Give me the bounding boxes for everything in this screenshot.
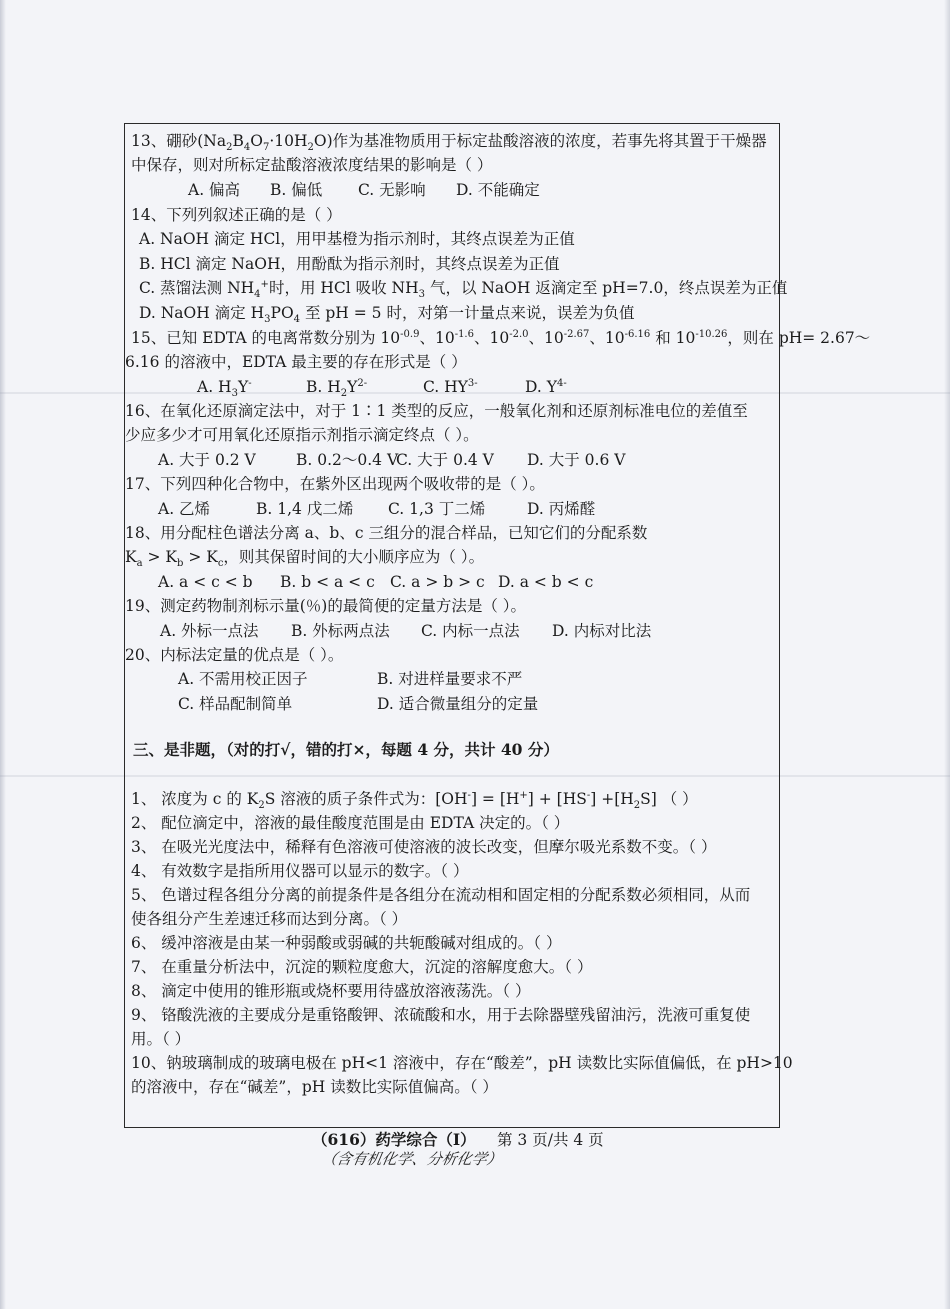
q13-line2: 中保存，则对所标定盐酸溶液浓度结果的影响是（ ） [131,156,493,174]
q18-option-a: A. a < c < b [158,573,253,591]
q20-option-d: D. 适合微量组分的定量 [377,695,539,713]
q20-option-b: B. 对进样量要求不严 [377,670,523,688]
tf-item-5-line2: 使各组分产生差速迁移而达到分离。（ ） [131,910,408,928]
q15-option-d: D. $Y^{4-}$ [525,377,567,396]
q16-line2: 少应多少才可用氧化还原指示剂指示滴定终点（ ）。 [125,426,479,444]
q18-option-b: B. b < a < c [280,573,375,591]
q17-option-c: C. 1,3 丁二烯 [388,500,486,518]
q20-option-c: C. 样品配制简单 [178,695,293,713]
tf-item-10-line2: 的溶液中，存在“碱差”，pH 读数比实际值偏高。（ ） [131,1078,498,1096]
q15-option-b: B. $H_2Y^{2-}$ [306,377,368,400]
tf-item-9-line1: 9、 铬酸洗液的主要成分是重铬酸钾、浓硫酸和水，用于去除器壁残留油污，洗液可重复使 [131,1006,751,1024]
q16-option-b: B. 0.2～0.4 V [296,451,399,469]
q18-option-d: D. a < b < c [498,573,594,591]
q13-option-a: A. 偏高 [188,181,241,199]
q19-option-b: B. 外标两点法 [291,622,390,640]
q17-stem: 17、下列四种化合物中，在紫外区出现两个吸收带的是（ ）。 [125,475,545,493]
q18-line2: $K_a > K_b > K_c$，则其保留时间的大小顺序应为（ ）。 [125,548,485,570]
q18-line1: 18、用分配柱色谱法分离 a、b、c 三组分的混合样品，已知它们的分配系数 [125,524,648,542]
scan-edge-right [944,0,950,1309]
q17-option-b: B. 1,4 戊二烯 [256,500,354,518]
q16-line1: 16、在氧化还原滴定法中，对于 1∶1 类型的反应，一般氧化剂和还原剂标准电位的差值至 [125,402,748,420]
q20-stem: 20、内标法定量的优点是（ ）。 [125,646,344,664]
q13-option-b: B. 偏低 [270,181,323,199]
q14-option-d: D. NaOH 滴定 $H_3PO_4$ 至 pH = 5 时，对第一计量点来说，误差为负值 [139,304,635,326]
tf-item-10-line1: 10、钠玻璃制成的玻璃电极在 pH<1 溶液中，存在“酸差”，pH 读数比实际值偏低，在 pH>10 [131,1054,793,1072]
q14-stem: 14、下列列叙述正确的是（ ） [131,206,342,224]
q13-line1: 13、硼砂$(Na_2B_4O_7\cdot 10H_2O)$作为基准物质用于标定盐酸溶液的浓度，若事先将其置于干燥器 [131,132,767,154]
course-code: （616）药学综合（I） [312,1130,476,1149]
q20-option-a: A. 不需用校正因子 [178,670,308,688]
tf-item-6: 6、 缓冲溶液是由某一种弱酸或弱碱的共轭酸碱对组成的。（ ） [131,934,562,952]
q16-option-c: C. 大于 0.4 V [396,451,494,469]
q16-option-a: A. 大于 0.2 V [158,451,256,469]
tf-item-8: 8、 滴定中使用的锥形瓶或烧杯要用待盛放溶液荡洗。（ ） [131,982,531,1000]
q16-option-d: D. 大于 0.6 V [527,451,626,469]
q14-option-a: A. NaOH 滴定 HCl，用甲基橙为指示剂时，其终点误差为正值 [139,230,575,248]
q18-option-c: C. a > b > c [390,573,485,591]
tf-item-1: 1、 浓度为 c 的 $K_2S$ 溶液的质子条件式为：$[OH^-] = [H^+] + [HS^-] +[H_2S]$ （ ） [131,789,698,812]
q15-line2: 6.16 的溶液中，EDTA 最主要的存在形式是（ ） [125,353,467,371]
tf-item-2: 2、 配位滴定中，溶液的最佳酸度范围是由 EDTA 决定的。（ ） [131,814,570,832]
q15-line1: 15、已知 EDTA 的电离常数分别为 $10^{-0.9}$、$10^{-1.6}$、$10^{-2.0}$、$10^{-2.67}$、$10^{-6.16}$ 和 $10^{-10.26}$，则在 pH= 2.67～ [131,328,871,347]
tf-item-9-line2: 用。（ ） [131,1030,191,1048]
q19-option-c: C. 内标一点法 [421,622,520,640]
tf-item-3: 3、 在吸光光度法中，稀释有色溶液可使溶液的波长改变，但摩尔吸光系数不变。（ ） [131,838,717,856]
q13-option-d: D. 不能确定 [456,181,540,199]
q13-option-c: C. 无影响 [358,181,426,199]
q17-option-a: A. 乙烯 [158,500,211,518]
handwritten-note: （含有机化学、分析化学） [320,1150,504,1168]
section-3-heading: 三、是非题，（对的打√，错的打×，每题 4 分，共计 40 分） [133,740,559,759]
page-number: 第 3 页/共 4 页 [497,1131,604,1149]
q17-option-d: D. 丙烯醛 [527,500,596,518]
q19-option-d: D. 内标对比法 [552,622,652,640]
q14-option-b: B. HCl 滴定 NaOH，用酚酞为指示剂时，其终点误差为正值 [139,255,560,273]
scan-edge-left [0,0,6,1309]
q19-option-a: A. 外标一点法 [160,622,259,640]
tf-item-5-line1: 5、 色谱过程各组分分离的前提条件是各组分在流动相和固定相的分配系数必须相同，从而 [131,886,751,904]
q15-option-c: C. $HY^{3-}$ [423,377,478,396]
q19-stem: 19、测定药物制剂标示量(％)的最简便的定量方法是（ ）。 [125,597,526,615]
tf-item-4: 4、 有效数字是指所用仪器可以显示的数字。（ ） [131,862,469,880]
q14-option-c: C. 蒸馏法测 $NH_4^+$时，用 HCl 吸收 $NH_3$ 气，以 NaOH 返滴定至 pH=7.0，终点误差为正值 [139,278,788,301]
tf-item-7: 7、 在重量分析法中，沉淀的颗粒度愈大，沉淀的溶解度愈大。（ ） [131,958,593,976]
q15-option-a: A. $H_3Y^-$ [197,377,252,400]
